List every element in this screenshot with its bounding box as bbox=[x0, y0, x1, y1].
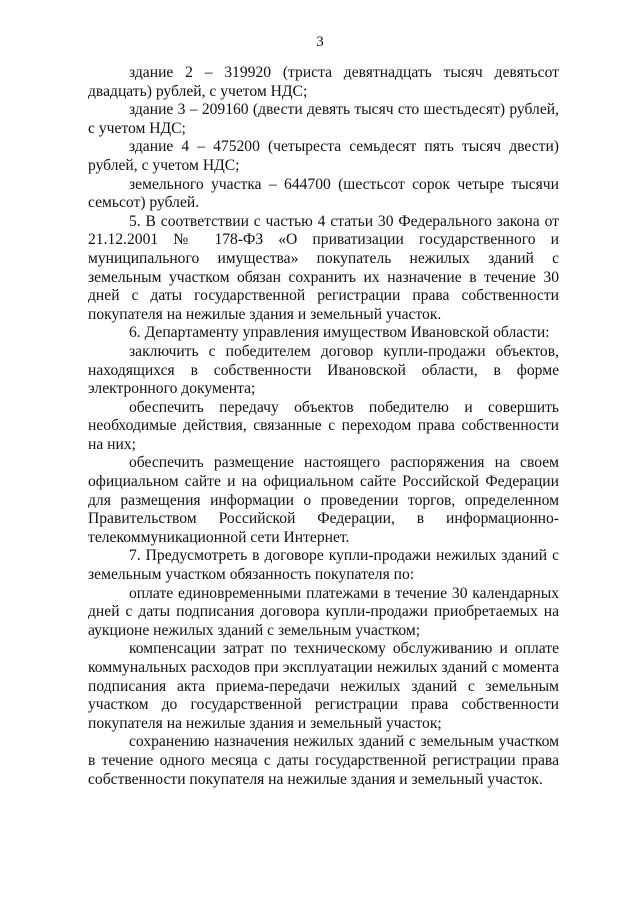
paragraph-item-5: 5. В соответствии с частью 4 статьи 30 Федерального закона от 21.12.2001 № 178-ФЗ «О приватизации государственного и муниципального имущества» покупатель нежилых зданий с земельным участком обязан сохранить их назначение в течение 30 дней с даты государственной регистрации права собственности покупателя на нежилые здания и земельный участок. bbox=[88, 212, 559, 323]
paragraph-item-7-payment: оплате единовременными платежами в течение 30 календарных дней с даты подписания договора купли-продажи приобретаемых на аукционе нежилых зданий с земельным участком; bbox=[88, 584, 559, 639]
document-body bbox=[88, 64, 559, 789]
paragraph-building-4-price: здание 4 – 475200 (четыреста семьдесят пять тысяч двести) рублей, с учетом НДС; bbox=[88, 138, 559, 174]
page-number: 3 bbox=[316, 34, 324, 50]
paragraph-building-3-price: здание 3 – 209160 (двести девять тысяч сто шестьдесят) рублей, с учетом НДС; bbox=[88, 101, 559, 137]
paragraph-item-6: 6. Департаменту управления имуществом Ивановской области: bbox=[129, 324, 550, 342]
paragraph-land-plot-price: земельного участка – 644700 (шестьсот сорок четыре тысячи семьсот) рублей. bbox=[88, 175, 559, 212]
paragraph-item-6-transfer: обеспечить передачу объектов победителю и совершить необходимые действия, связанные с переходом права собственности на них; bbox=[88, 398, 559, 453]
paragraph-item-7-compensation: компенсации затрат по техническому обслуживанию и оплате коммунальных расходов при эксплуатации нежилых зданий с момента подписания акта приема-передачи нежилых зданий с земельным участком до государственной регистрации права собственности покупателя на нежилые здания и земельный участок; bbox=[88, 640, 559, 732]
paragraph-item-6-contract: заключить с победителем договор купли-продажи объектов, находящихся в собственности Ивановской области, в форме электронного документа; bbox=[88, 342, 559, 398]
paragraph-building-2-price: здание 2 – 319920 (триста девятнадцать тысяч девятьсот двадцать) рублей, с учетом НДС; bbox=[88, 64, 559, 100]
paragraph-item-7-purpose: сохранению назначения нежилых зданий с земельным участком в течение одного месяца с даты государственной регистрации права собственности покупателя на нежилые здания и земельный участок. bbox=[88, 733, 559, 788]
paragraph-item-7: 7. Предусмотреть в договоре купли-продажи нежилых зданий с земельным участком обязанность покупателя по: bbox=[88, 547, 559, 584]
paragraph-item-6-publication: обеспечить размещение настоящего распоряжения на своем официальном сайте и на официальном сайте Российской Федерации для размещения информации о проведении торгов, определенном Правительством Российской Федерации, в информационно-телекоммуникационной сети Интернет. bbox=[88, 454, 559, 546]
